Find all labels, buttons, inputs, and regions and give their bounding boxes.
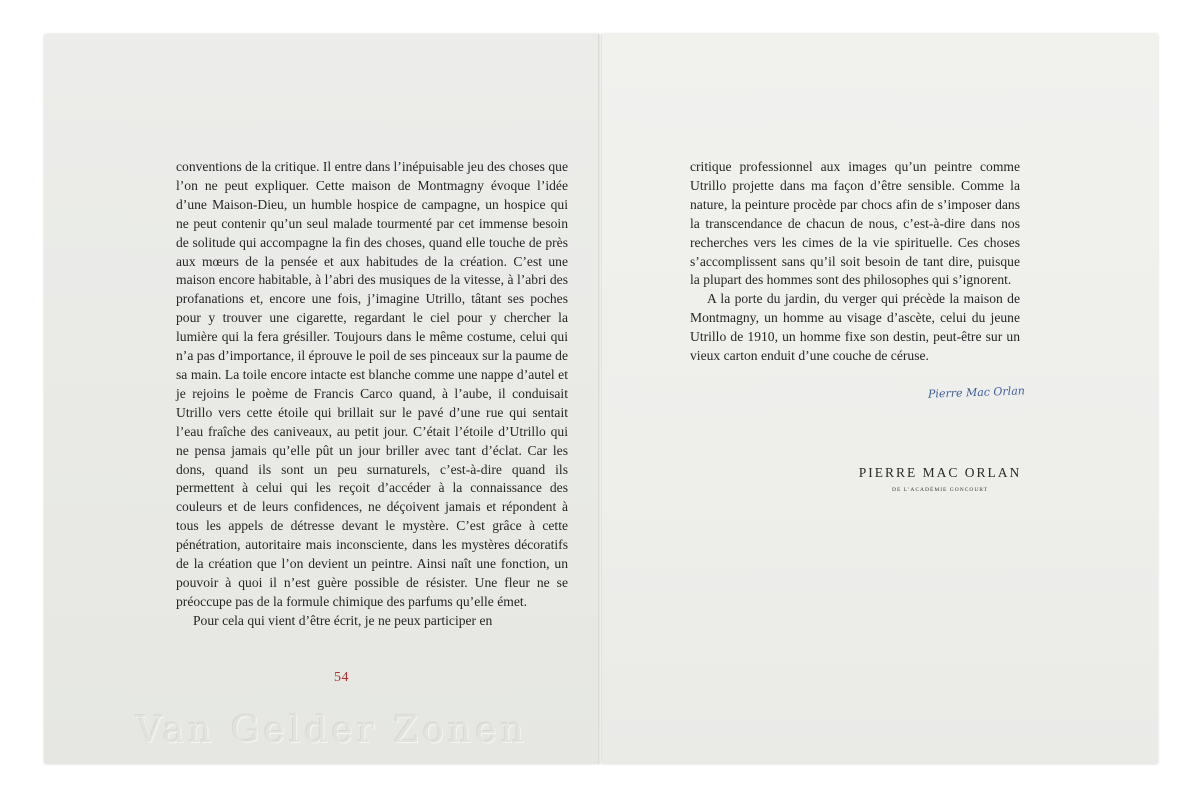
right-paragraph-1: critique professionnel aux images qu’un peintre comme Utrillo projette dans ma façon d’être sensible. Comme la nature, la peinture procède par chocs afin de s’imposer dans la transcendance de chacun de nous, c’est-à-dire dans nos recherches vers les cimes de la vie spirituelle. Ces choses s’accomplissent sans qu’il soit besoin de tant dire, puisque la plupart des hommes sont des philosophes qui s’ignorent. bbox=[690, 159, 1020, 288]
paper-watermark: Van Gelder Zonen bbox=[136, 710, 528, 751]
handwritten-signature: Pierre Mac Orlan bbox=[927, 384, 1026, 401]
author-name: PIERRE MAC ORLAN bbox=[858, 465, 1022, 480]
left-paragraph-2: Pour cela qui vient d’être écrit, je ne peux participer en bbox=[193, 612, 493, 628]
author-title: DE L’ACADÉMIE GONCOURT bbox=[891, 487, 989, 493]
left-page-text bbox=[176, 158, 568, 631]
left-paragraph-1: conventions de la critique. Il entre dans l’inépuisable jeu des choses que l’on ne peut expliquer. Cette maison de Montmagny évoque l’idée d’une Maison-Dieu, un humble hospice de campagne, un hospice qui ne peut contenir qu’un seul malade tourmenté par cet immense besoin de solitude qui accompagne la fin des choses, quand elle touche de près aux mœurs de la pensée et aux habitudes de la création. C’est une maison encore habitable, à l’abri des musiques de la vitesse, à l’abri des profanations et, encore une fois, j’imagine Utrillo, tâtant ses poches pour y trouver une cigarette, regardant le ciel pour y chercher la lumière qui la fera grésiller. Toujours dans le même costume, celui qui n’a pas d’importance, il éprouve le poil de ses pinceaux sur la paume de sa main. La toile encore intacte est blanche comme une nappe d’autel et je rejoins le poème de Francis Carco quand, à l’aube, il conduisait Utrillo vers cette étoile qui brillait sur le pavé d’une rue qui sentait l’eau fraîche des caniveaux, au petit jour. C’était l’étoile d’Utrillo qui ne pensa jamais qu’elle pût un jour briller avec tant d’éclat. Car les dons, quand ils sont un peu surnaturels, c’est-à-dire quand ils permettent à celui qui les reçoit d’accéder à la connaissance des couleurs et de leurs confidences, ne déçoivent jamais et répondent à tous les appels de détresse devant le mystère. C’est grâce à cette pénétration, autoritaire mais inconsciente, dans les mystères décoratifs de la création que l’on devient un peintre. Ainsi naît une fonction, un pouvoir à quoi il n’est guère possible de résister. Une fleur ne se préoccupe pas de la formule chimique des parfums qu’elle émet. bbox=[176, 159, 568, 609]
right-page bbox=[602, 34, 1158, 764]
left-page bbox=[44, 34, 600, 764]
page-number: 54 bbox=[334, 670, 349, 685]
right-paragraph-2: A la porte du jardin, du verger qui précède la maison de Montmagny, un homme au visage d’ascète, celui du jeune Utrillo de 1910, un homme fixe son destin, peut-être sur un vieux carton enduit d’une couche de céruse. bbox=[690, 291, 1020, 364]
right-page-text bbox=[690, 158, 1020, 366]
